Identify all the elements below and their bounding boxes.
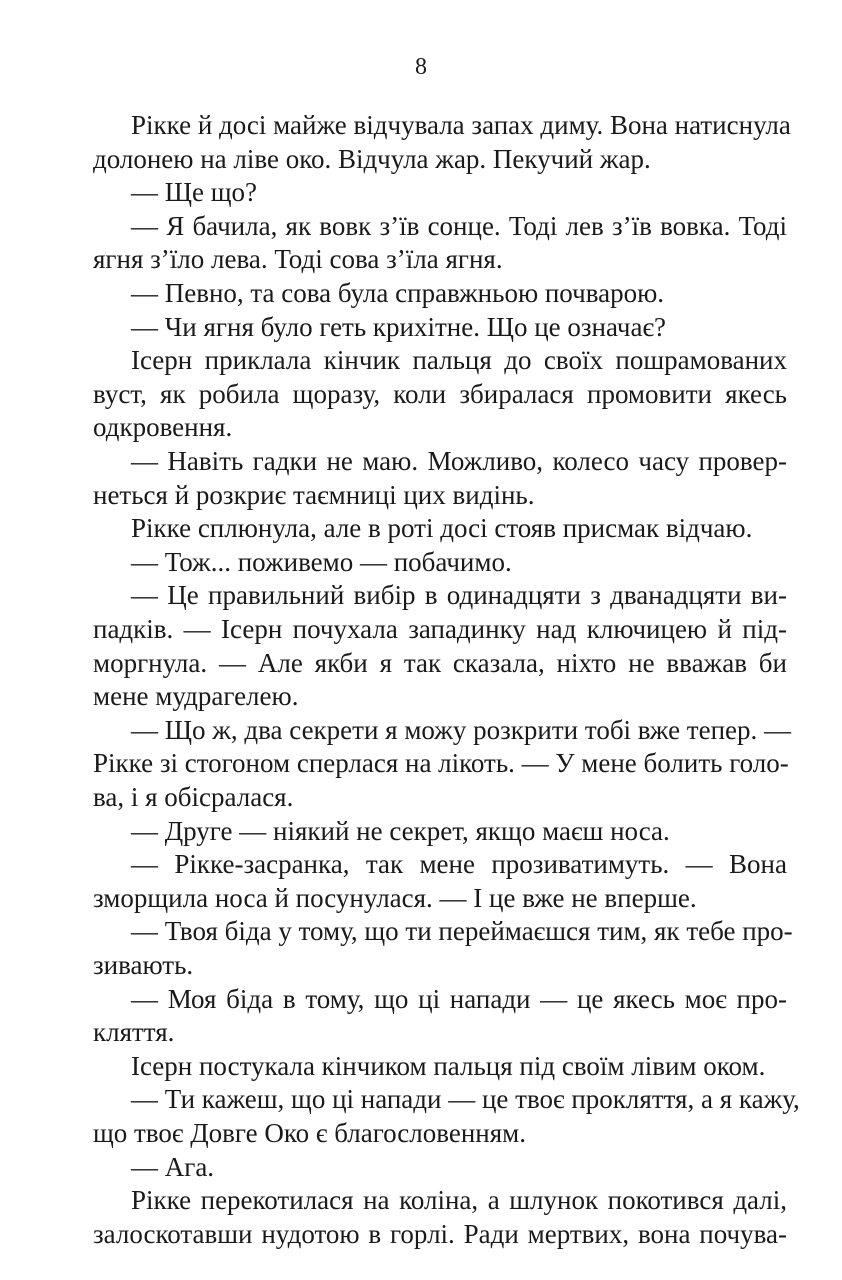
text-line: — Це правильний вибір в одинадцяти з дванадцяти ви- [131, 580, 787, 611]
text-line: — Певно, та сова була справжньою почварою. [131, 278, 664, 308]
text-line: Рікке й досі майже відчувала запах диму. Вона натиснула [131, 110, 791, 140]
text-line: — Ага. [131, 1151, 215, 1182]
text-line: ягня з’їло лева. Тоді сова з’їла ягня. [93, 244, 503, 275]
text-line: Рікке сплюнула, але в роті досі стояв присмак відчаю. [131, 513, 753, 544]
text-line: вуст, як робила щоразу, коли збиралася промовити якесь [93, 378, 787, 409]
text-line: залоскотавши нудотою в горлі. Ради мертвих, вона почува- [93, 1218, 787, 1249]
text-line: Рікке перекотилася на коліна, а шлунок покотився далі, [131, 1185, 787, 1216]
text-line: — Ще що? [131, 177, 257, 208]
text-line: долонею на ліве око. Відчула жар. Пекучий жар. [93, 143, 651, 174]
text-line: — Чи ягня було геть крихітне. Що це означає? [131, 311, 667, 342]
text-line: падків. — Ісерн почухала западинку над ключицею й під- [93, 614, 787, 644]
text-line: — Друге — ніякий не секрет, якщо маєш носа. [131, 815, 670, 846]
text-line: зморщила носа й посунулася. — І це вже не вперше. [93, 882, 697, 913]
text-line: кляття. [93, 1017, 175, 1048]
text-line: — Навіть гадки не маю. Можливо, колесо часу провер- [131, 446, 787, 476]
text-line: Ісерн постукала кінчиком пальця під своїм лівим оком. [131, 1050, 766, 1081]
text-line: що твоє Довге Око є благословенням. [93, 1118, 526, 1148]
text-line: одкровення. [93, 412, 233, 443]
text-line: — Ти кажеш, що ці напади — це твоє прокляття, а я кажу, [131, 1084, 800, 1115]
text-line: — Я бачила, як вовк з’їв сонце. Тоді лев з’їв вовка. Тоді [131, 210, 787, 241]
text-line: зивають. [93, 950, 194, 980]
text-line: мене мудрагелею. [93, 681, 299, 712]
text-line: — Тож... поживемо — побачимо. [131, 546, 512, 577]
text-line: ва, і я обісралася. [93, 782, 294, 812]
text-line: неться й розкриє таємниці цих видінь. [93, 479, 535, 510]
text-line: — Моя біда в тому, що ці напади — це якесь моє про- [131, 983, 787, 1014]
text-line: Рікке зі стогоном сперлася на лікоть. — У мене болить голо- [93, 748, 789, 779]
text-line: — Що ж, два секрети я можу розкрити тобі вже тепер. — [131, 714, 792, 745]
text-line: — Рікке-засранка, так мене прозиватимуть. — Вона [131, 849, 787, 880]
text-line: моргнула. — Але якби я так сказала, ніхто не вважав би [93, 647, 787, 678]
text-line: — Твоя біда у тому, що ти переймаєшся тим, як тебе про- [131, 916, 793, 947]
page-number: 8 [415, 54, 427, 80]
text-line: Ісерн приклала кінчик пальця до своїх пошрамованих [131, 345, 787, 376]
